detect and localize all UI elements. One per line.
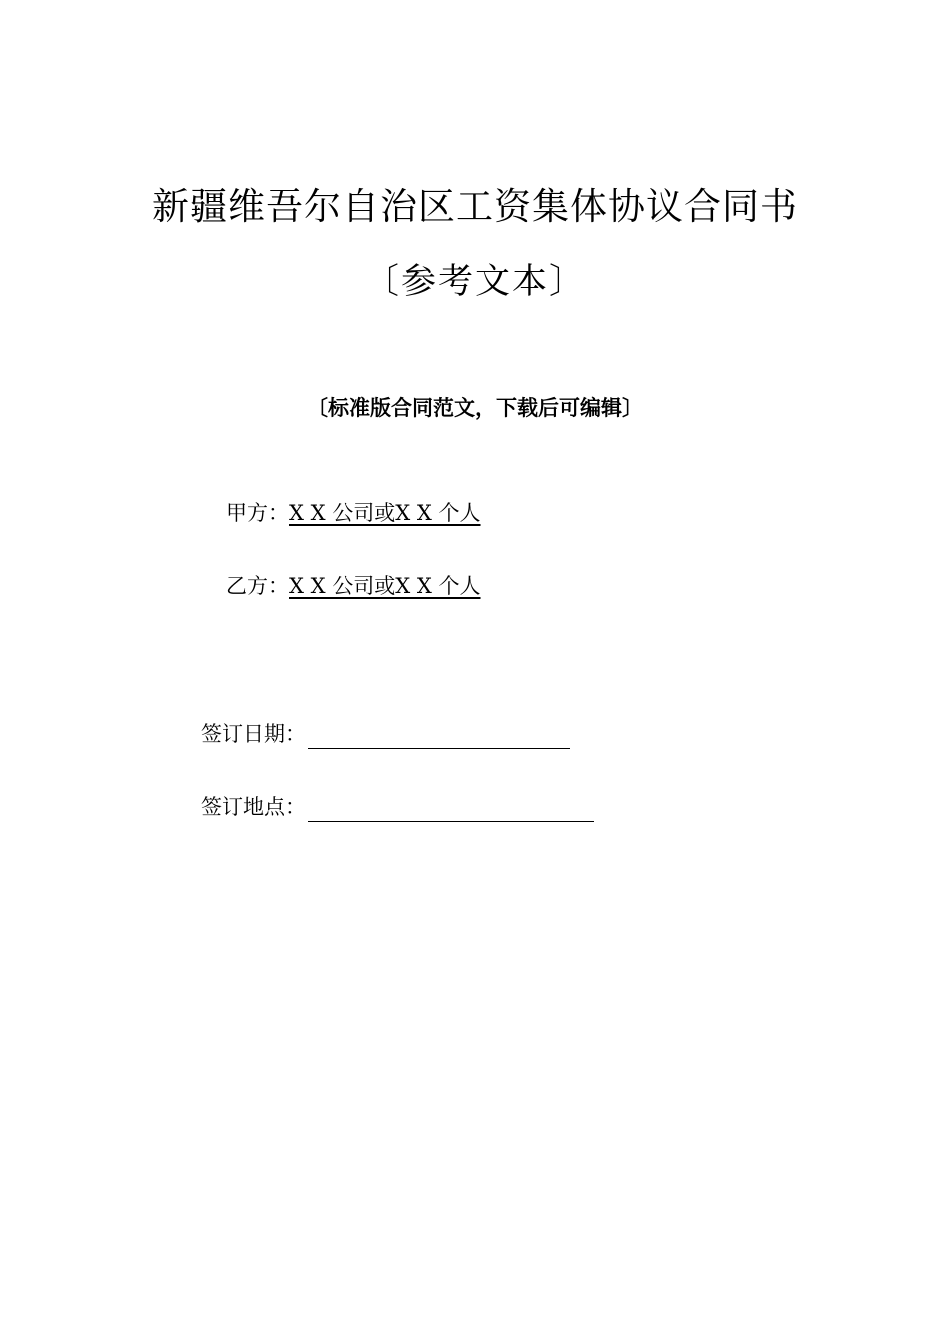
sign-date-label: 签订日期：	[201, 722, 306, 746]
party-a-line	[226, 498, 481, 528]
party-b-value: X X 公司或X X 个人	[289, 574, 481, 598]
sign-date-line	[201, 719, 570, 749]
document-subtitle: 〔参考文本〕	[363, 262, 586, 302]
party-b-line	[226, 571, 481, 601]
sign-place-label: 签订地点：	[201, 795, 306, 819]
party-a-label: 甲方：	[226, 501, 289, 525]
sign-date-blank	[308, 724, 570, 749]
sign-place-blank	[308, 797, 594, 822]
sign-place-line	[201, 792, 594, 822]
document-note: 〔标准版合同范文，下载后可编辑〕	[307, 395, 643, 420]
party-b-label: 乙方：	[226, 574, 289, 598]
party-a-value: X X 公司或X X 个人	[289, 501, 481, 525]
document-title: 新疆维吾尔自治区工资集体协议合同书	[152, 185, 798, 228]
